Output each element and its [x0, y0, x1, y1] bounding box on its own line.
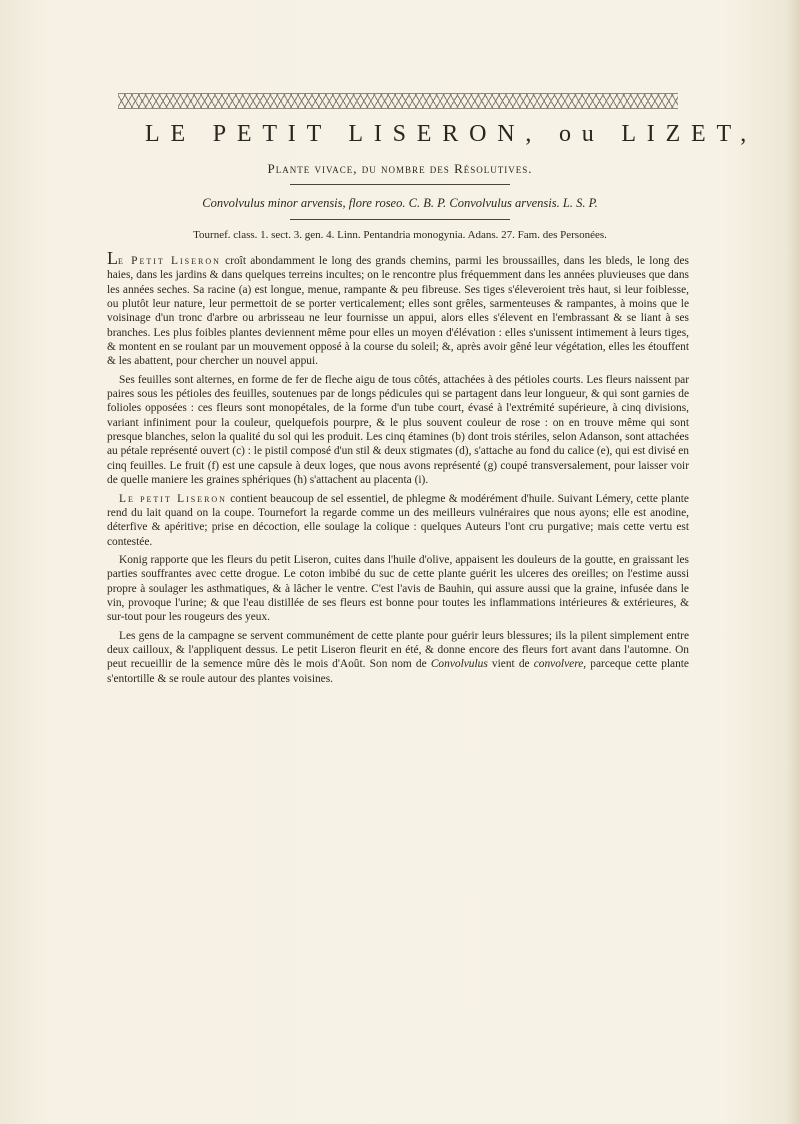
- paragraph: [107, 248, 689, 369]
- paragraph-text: croît abondamment le long des grands chemins, parmi les broussailles, dans les bleds, le long des haies, dans les jardins & dans quelques terreins incultes; on le rencontre plus fréquemment dans les années pluvieuses que dans les années seches. Sa racine (a) est longue, menue, rampante & peu fibreuse. Ses tiges s'éleveroient très haut, si leur foiblesse, ou plutôt leur nature, leur permettoit de se porter verticalement; elles sont grêles, sarmenteuses & rampantes, à moins que le voisinage d'un tronc d'arbre ou arbrisseau ne leur fournisse un appui, alors elles s'élevent en l'embrassant & se liant à ses branches. Les plus foibles plantes deviennent même pour elles un moyen d'élévation : elles s'unissent intimement à leurs tiges, & montent en se roulant par un mouvement opposé à la course du soleil; &, après avoir gêné leur végétation, elles les étouffent & les abattent, pour chercher un nouvel appui.: [107, 255, 689, 368]
- latin-term: Convolvulus: [430, 658, 488, 671]
- divider: [290, 219, 510, 220]
- paragraph-text: contient beaucoup de sel essentiel, de phlegme & modérément d'huile. Suivant Lémery, cette plante rend du lait quand on la coupe. Tournefort la regarde comme un des meilleurs vulnéraires que nous ayons; elle est anodine, déterfive & apéritive; prise en décoction, elle soulage la colique : quelques Auteurs l'ont cru purgative; mais cette vertu est contestée.: [107, 492, 689, 548]
- page-title: LE PETIT LISERON, ou LIZET,: [145, 121, 757, 147]
- classification-line: Tournef. class. 1. sect. 3. gen. 4. Linn. Pentandria monogynia. Adans. 27. Fam. des Personées.: [193, 229, 607, 241]
- paragraph: [107, 629, 689, 686]
- synonyms-line: Convolvulus minor arvensis, flore roseo. C. B. P. Convolvulus arvensis. L. S. P.: [202, 196, 598, 210]
- paragraph-text: , parceque cette plante s'entortille & se roule autour des plantes voisines.: [107, 658, 689, 685]
- paragraph-text: Les gens de la campagne se servent communément de cette plante pour guérir leurs blessures; ils la pilent simplement entre deux cailloux, & l'appliquent dessus. Le petit Liseron fleurit en été, & donne encore des fleurs fort avant dans l'automne. On peut recueillir de la semence mûre dès le mois d'Août. Son nom de: [107, 629, 689, 671]
- divider: [290, 184, 510, 185]
- paragraph: Konig rapporte que les fleurs du petit Liseron, cuites dans l'huile d'olive, appaisent les douleurs de la goutte, en graissant les parties souffrantes avec cette drogue. Le coton imbibé du suc de cette plante guérit les ulceres des oreilles; on l'estime aussi propre à soulager les asthmatiques, & à lâcher le ventre. C'est l'avis de Bauhin, qui assure aussi que la graine, infusée dans le vin, provoque l'urine; & que l'eau distillée de ses fleurs est bonne pour toutes les inflammations intérieures & extérieures, & sur-tout pour les rougeurs des yeux.: [107, 553, 689, 624]
- page-subtitle: Plante vivace, du nombre des Résolutives.: [267, 161, 533, 176]
- article-body: [107, 248, 689, 690]
- drop-cap: L: [107, 248, 118, 268]
- latin-term: convolvere: [533, 658, 584, 671]
- lead-words: e Petit Liseron: [118, 255, 221, 267]
- paragraph-text: vient de: [487, 658, 534, 671]
- paragraph: Ses feuilles sont alternes, en forme de fer de fleche aigu de tous côtés, attachées à des pétioles courts. Les fleurs naissent par paires sous les pétioles des feuilles, soutenues par de longs pédicules qui se partagent dans leur longueur, & qui sont garnies de folioles opposées : ces fleurs sont monopétales, de la forme d'un tube court, évasé à l'extrémité supérieure, à cinq divisions, variant infiniment pour la couleur, quelquefois pourpre, & le plus souvent couleur de rose : on en trouve même qui sont presque blanches, selon la qualité du sol qui les produit. Les cinq étamines (b) dont trois stériles, selon Adanson, sont attachées au pétale représenté ouvert (c) : le pistil composé d'un stil & deux stigmates (d), s'attache au fond du calice (e), qui est divisé en cinq feuilles. Le fruit (f) est une capsule à deux loges, que nous avons représenté (g) coupé transversalement, pour laisser voir de quelle maniere les graines sphériques (h) s'attachent au placenta (i).: [107, 373, 689, 487]
- page-edge-shadow: [786, 0, 800, 1124]
- paragraph: [107, 492, 689, 549]
- lead-words: Le petit Liseron: [119, 492, 227, 505]
- ornamental-border: [118, 93, 678, 109]
